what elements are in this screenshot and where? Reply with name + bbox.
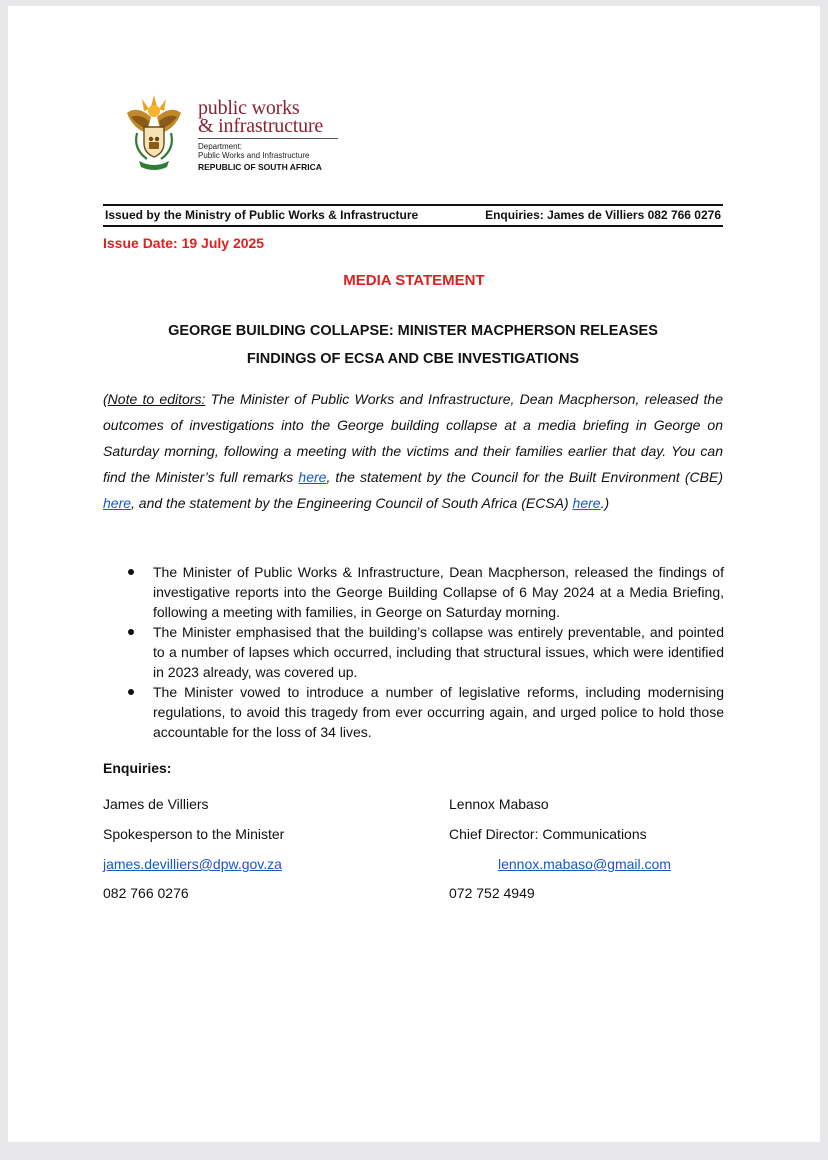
list-item-text: The Minister vowed to introduce a number of legislative reforms, including modernising regulations, to avoid this tragedy from ever occurring again, and urged police to hold those accountable for the loss of 34 lives.: [153, 684, 724, 740]
bullet-icon: [128, 629, 134, 635]
contact-right-phone: 072 752 4949: [449, 885, 535, 901]
note-text-2: , the statement by the Council for the Built Environment (CBE): [326, 469, 723, 485]
key-points-list: [128, 562, 724, 742]
contact-left-name: James de Villiers: [103, 796, 209, 812]
headline-line-1: GEORGE BUILDING COLLAPSE: MINISTER MACPHERSON RELEASES: [168, 323, 658, 339]
note-text-3: , and the statement by the Engineering Council of South Africa (ECSA): [131, 495, 573, 511]
list-item-text: The Minister emphasised that the building’s collapse was entirely preventable, and pointed to a number of lapses which occurred, including that structural issues, which were identified in 2023 already, was covered up.: [153, 624, 724, 680]
issued-by-text: Issued by the Ministry of Public Works & Infrastructure: [105, 208, 419, 222]
department-logo: [103, 90, 358, 190]
contact-left-phone: 082 766 0276: [103, 885, 189, 901]
republic-text: REPUBLIC OF SOUTH AFRICA: [198, 162, 322, 172]
contact-right-name: Lennox Mabaso: [449, 796, 549, 812]
remarks-link[interactable]: here: [298, 469, 327, 485]
bullet-icon: [128, 689, 134, 695]
department-name: Public Works and Infrastructure: [198, 151, 310, 160]
list-item-text: The Minister of Public Works & Infrastructure, Dean Macpherson, released the findings of investigative reports into the George Building Collapse of 6 May 2024 at a Media Briefing, following a meeting with families, in George on Saturday morning.: [153, 564, 724, 620]
note-label: Note to editors:: [107, 391, 206, 407]
note-open-paren: (: [103, 391, 108, 407]
bullet-icon: [128, 569, 134, 575]
list-item: [128, 562, 724, 622]
list-item: [128, 622, 724, 682]
contact-right-email-wrap: [498, 856, 671, 872]
issue-date: Issue Date: 19 July 2025: [103, 235, 265, 251]
ecsa-statement-link[interactable]: here: [572, 495, 601, 511]
issued-by-bar: [103, 204, 723, 227]
note-text-1: The Minister of Public Works and Infrastructure, Dean Macpherson, released the outcomes of investigations into the George building collapse at a media briefing in George on Saturday morning, following a meeting with the victims and their families earlier that day. You can find the Minister’s full remarks: [103, 391, 723, 485]
cbe-statement-link[interactable]: here: [103, 495, 132, 511]
coat-of-arms-icon: [123, 93, 185, 171]
list-item: [128, 682, 724, 742]
contact-left-role: Spokesperson to the Minister: [103, 826, 285, 842]
department-text: [198, 142, 309, 160]
department-label: Department:: [198, 142, 243, 151]
contact-left-email-wrap: [103, 856, 282, 872]
logo-divider: [198, 138, 338, 139]
contact-right-email-link[interactable]: lennox.mabaso@gmail.com: [498, 856, 671, 872]
contact-left-email-link[interactable]: james.devilliers@dpw.gov.za: [103, 856, 282, 872]
enquiries-title: Enquiries:: [103, 760, 172, 776]
enquiries-header-text: Enquiries: James de Villiers 082 766 0276: [485, 208, 721, 222]
headline: [103, 317, 723, 373]
media-statement-title: MEDIA STATEMENT: [343, 272, 485, 289]
brand-line-2: & infrastructure: [198, 115, 324, 137]
note-text-4: .): [600, 495, 610, 511]
contact-right-role: Chief Director: Communications: [449, 826, 647, 842]
headline-line-2: FINDINGS OF ECSA AND CBE INVESTIGATIONS: [246, 351, 580, 367]
brand-line-1: public works: [198, 97, 300, 119]
note-to-editors: [103, 386, 723, 516]
